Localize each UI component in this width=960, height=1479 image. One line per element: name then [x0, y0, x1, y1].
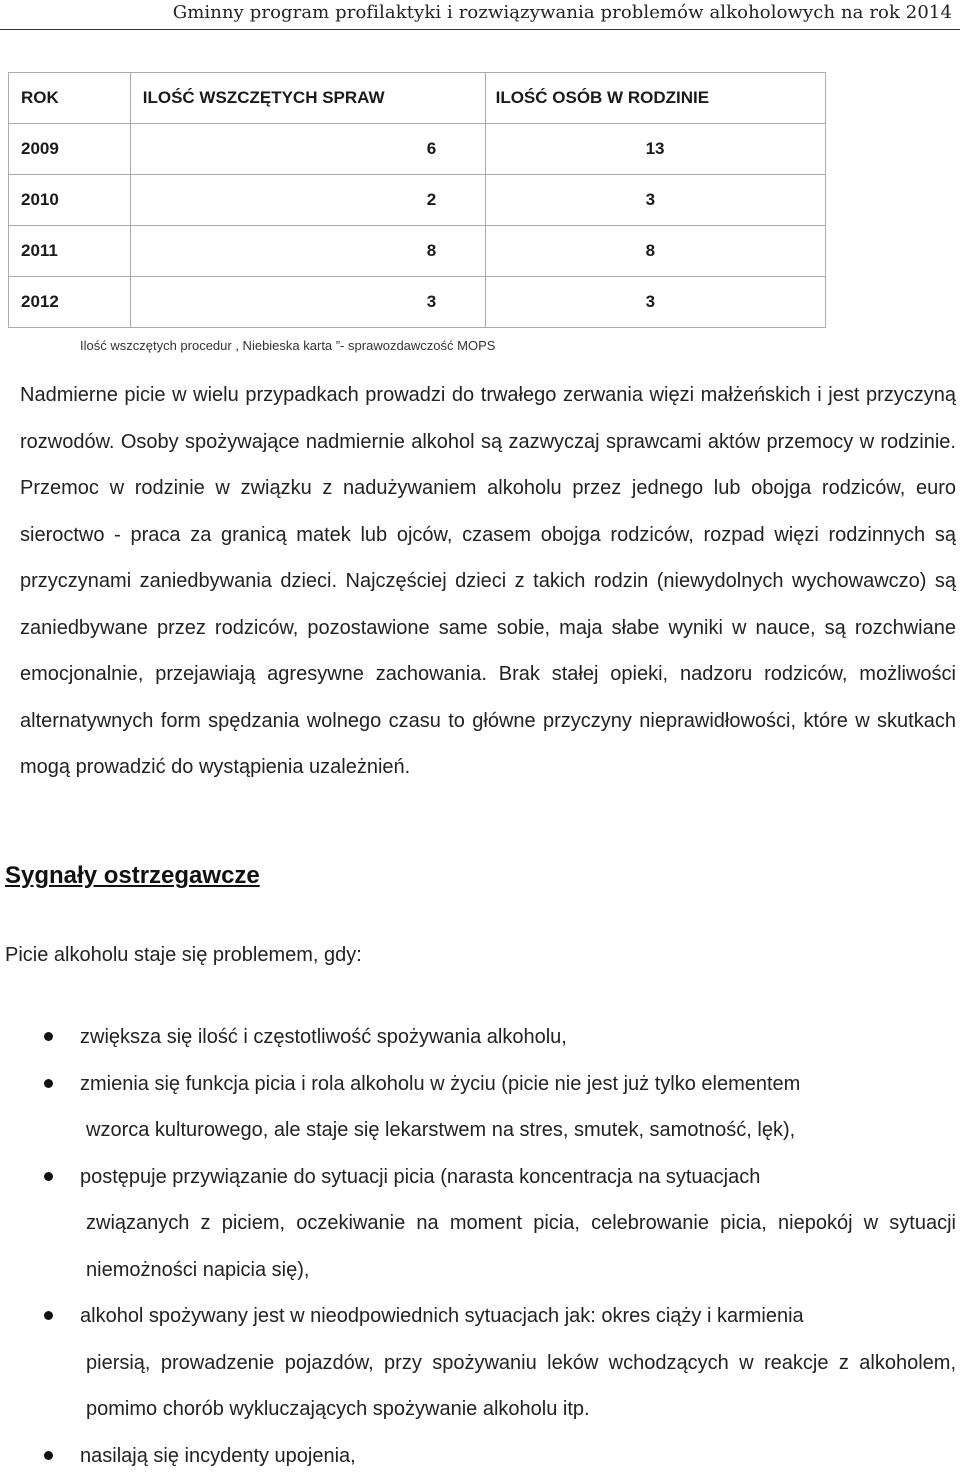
cell-persons: 3	[485, 277, 825, 328]
list-item-text: zmienia się funkcja picia i rola alkoholu w życiu (picie nie jest już tylko elementem	[80, 1061, 956, 1108]
statistics-table	[8, 72, 826, 328]
cell-cases: 3	[130, 277, 485, 328]
warning-signs-list	[0, 1014, 956, 1479]
column-header-cases: ILOŚĆ WSZCZĘTYCH SPRAW	[130, 73, 485, 124]
cell-cases: 6	[130, 124, 485, 175]
cell-persons: 3	[485, 175, 825, 226]
cell-cases: 8	[130, 226, 485, 277]
list-item-text: postępuje przywiązanie do sytuacji picia (narasta koncentracja na sytuacjach	[80, 1154, 956, 1201]
list-item-text: alkohol spożywany jest w nieodpowiednich sytuacjach jak: okres ciąży i karmienia	[80, 1293, 956, 1340]
table-row	[9, 277, 826, 328]
list-item	[0, 1293, 956, 1433]
bullet-icon	[44, 1451, 53, 1460]
table-row	[9, 175, 826, 226]
bullet-icon	[44, 1079, 53, 1088]
list-item-text: nasilają się incydenty upojenia,	[80, 1433, 956, 1479]
header-divider	[0, 29, 960, 30]
column-header-year: ROK	[9, 73, 131, 124]
bullet-icon	[44, 1172, 53, 1181]
table-caption: Ilość wszczętych procedur , Niebieska karta ”- sprawozdawczość MOPS	[80, 338, 495, 353]
list-item-continuation: wzorca kulturowego, ale staje się lekarstwem na stres, smutek, samotność, lęk),	[80, 1107, 956, 1154]
list-item	[0, 1061, 956, 1154]
table-header-row	[9, 73, 826, 124]
cell-year: 2010	[9, 175, 131, 226]
cell-year: 2011	[9, 226, 131, 277]
cell-persons: 8	[485, 226, 825, 277]
cell-cases: 2	[130, 175, 485, 226]
page-header: Gminny program profilaktyki i rozwiązywania problemów alkoholowych na rok 2014	[0, 0, 960, 30]
section-title: Sygnały ostrzegawcze	[5, 862, 260, 890]
cell-year: 2009	[9, 124, 131, 175]
bullet-icon	[44, 1311, 53, 1320]
list-item-text: zwiększa się ilość i częstotliwość spożywania alkoholu,	[80, 1014, 956, 1061]
table-row	[9, 226, 826, 277]
list-item	[0, 1014, 956, 1061]
body-paragraph: Nadmierne picie w wielu przypadkach prowadzi do trwałego zerwania więzi małżeńskich i jest przyczyną rozwodów. Osoby spożywające nadmiernie alkohol są zazwyczaj sprawcami aktów przemocy w rodzinie. Przemoc w rodzinie w związku z nadużywaniem alkoholu przez jednego lub obojga rodziców, euro sieroctwo - praca za granicą matek lub ojców, czasem obojga rodziców, rozpad więzi rodzinnych są przyczynami zaniedbywania dzieci. Najczęściej dzieci z takich rodzin (niewydolnych wychowawczo) są zaniedbywane przez rodziców, pozostawione same sobie, maja słabe wyniki w nauce, są rozchwiane emocjonalnie, przejawiają agresywne zachowania. Brak stałej opieki, nadzoru rodziców, możliwości alternatywnych form spędzania wolnego czasu to główne przyczyny nieprawidłowości, które w skutkach mogą prowadzić do wystąpienia uzależnień.	[20, 372, 956, 791]
list-item-continuation: związanych z piciem, oczekiwanie na moment picia, celebrowanie picia, niepokój w sytuacji niemożności napicia się),	[80, 1200, 956, 1293]
cell-persons: 13	[485, 124, 825, 175]
bullet-icon	[44, 1032, 53, 1041]
list-item	[0, 1433, 956, 1479]
list-item	[0, 1154, 956, 1294]
section-intro: Picie alkoholu staje się problemem, gdy:	[5, 944, 362, 967]
cell-year: 2012	[9, 277, 131, 328]
column-header-persons: ILOŚĆ OSÓB W RODZINIE	[485, 73, 825, 124]
table-row	[9, 124, 826, 175]
list-item-continuation: piersią, prowadzenie pojazdów, przy spożywaniu leków wchodzących w reakcje z alkoholem, pomimo chorób wykluczających spożywanie alkoholu itp.	[80, 1340, 956, 1433]
